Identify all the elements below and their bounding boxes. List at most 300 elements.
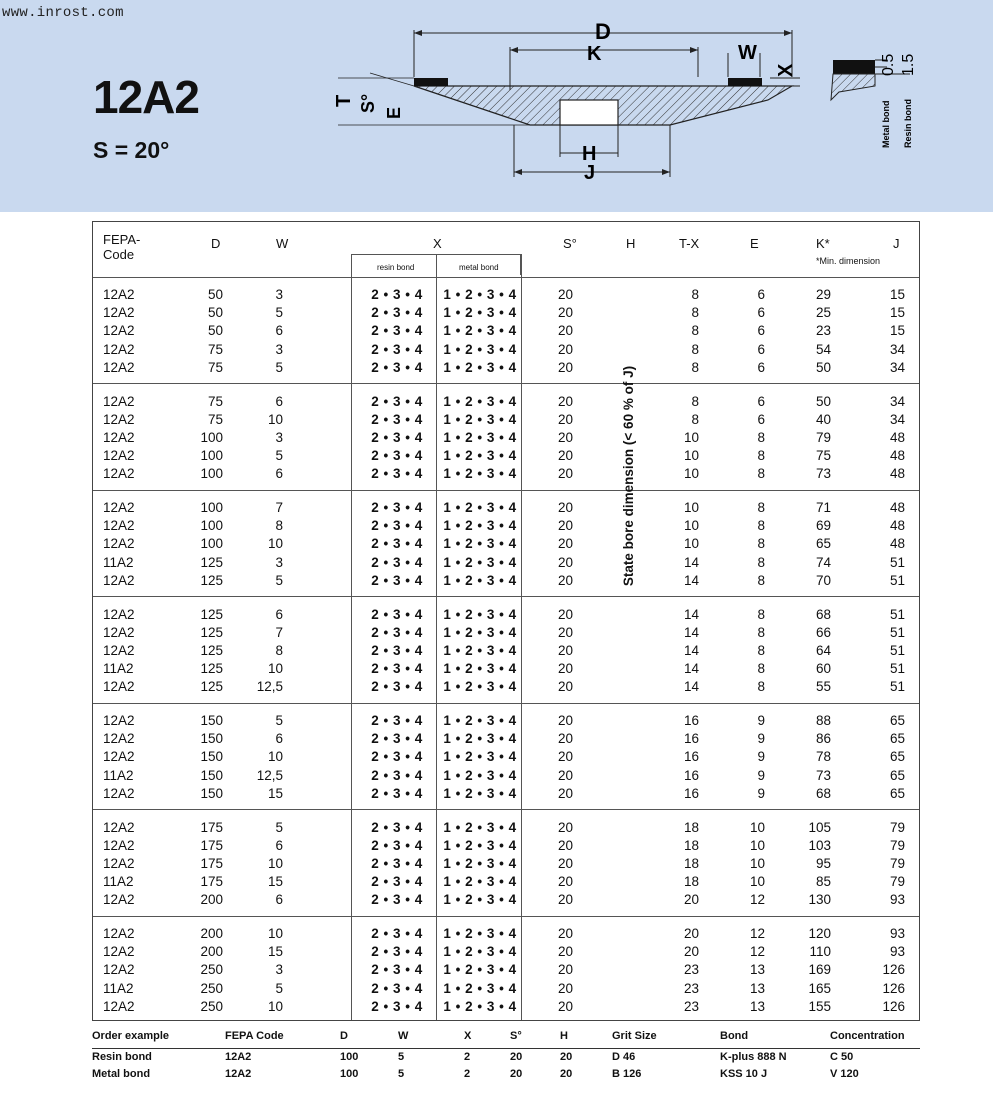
cell-x-resin: 2 • 3 • 4 — [371, 731, 423, 747]
cell-code: 12A2 — [103, 323, 135, 339]
cell-w: 10 — [267, 661, 283, 677]
cell-k: 69 — [815, 518, 831, 534]
cell-x-resin: 2 • 3 • 4 — [371, 642, 423, 658]
order-cell: 2 — [464, 1068, 471, 1080]
cell-w: 10 — [267, 411, 283, 427]
cell-w: 6 — [275, 892, 283, 908]
cell-tx: 8 — [691, 287, 699, 302]
cell-w: 6 — [275, 606, 283, 622]
cell-code: 12A2 — [103, 429, 135, 445]
cell-s: 20 — [557, 962, 573, 978]
order-cell: KSS 10 J — [720, 1068, 768, 1080]
cell-j: 93 — [889, 926, 905, 941]
cell-tx: 8 — [691, 341, 699, 357]
cell-e: 8 — [757, 661, 765, 677]
cell-d: 75 — [207, 341, 223, 357]
cell-x-metal: 1 • 2 • 3 • 4 — [443, 606, 517, 622]
cell-k: 55 — [815, 679, 831, 695]
cell-j: 79 — [889, 837, 905, 853]
cell-d: 200 — [200, 926, 223, 941]
cell-s: 20 — [557, 572, 573, 588]
cell-x-resin: 2 • 3 • 4 — [371, 429, 423, 445]
cell-j: 15 — [889, 323, 905, 339]
cell-x-metal: 1 • 2 • 3 • 4 — [443, 749, 517, 765]
cell-code: 12A2 — [103, 642, 135, 658]
cell-d: 250 — [200, 962, 223, 978]
cell-x-resin: 2 • 3 • 4 — [371, 323, 423, 339]
cell-tx: 14 — [683, 642, 699, 658]
cell-e: 9 — [757, 767, 765, 783]
cell-s: 20 — [557, 679, 573, 695]
cell-tx: 16 — [683, 713, 699, 728]
cell-x-metal: 1 • 2 • 3 • 4 — [443, 998, 517, 1014]
cell-d: 75 — [207, 411, 223, 427]
cell-s: 20 — [557, 624, 573, 640]
cell-j: 79 — [889, 874, 905, 890]
cell-tx: 16 — [683, 731, 699, 747]
cell-tx: 8 — [691, 411, 699, 427]
cell-j: 48 — [889, 429, 905, 445]
cell-j: 51 — [889, 572, 905, 588]
cell-e: 13 — [749, 998, 765, 1014]
order-header-cell: FEPA Code — [225, 1030, 284, 1042]
cell-code: 12A2 — [103, 341, 135, 357]
cell-x-metal: 1 • 2 • 3 • 4 — [443, 679, 517, 695]
cell-code: 12A2 — [103, 713, 135, 728]
product-title: 12A2 — [93, 71, 199, 123]
cell-e: 9 — [757, 713, 765, 728]
label-bond-thin: 0.5 — [880, 53, 897, 76]
cell-w: 7 — [275, 624, 283, 640]
cell-x-metal: 1 • 2 • 3 • 4 — [443, 819, 517, 835]
cell-code: 12A2 — [103, 518, 135, 534]
cell-code: 12A2 — [103, 855, 135, 871]
cell-x-metal: 1 • 2 • 3 • 4 — [443, 411, 517, 427]
cell-j: 79 — [889, 855, 905, 871]
cell-x-metal: 1 • 2 • 3 • 4 — [443, 713, 517, 728]
cell-j: 126 — [882, 998, 905, 1014]
cell-j: 93 — [889, 944, 905, 960]
order-cell: 100 — [340, 1068, 359, 1080]
cell-w: 5 — [275, 359, 283, 375]
cell-j: 126 — [882, 980, 905, 996]
cell-d: 175 — [200, 874, 223, 890]
cell-e: 10 — [749, 874, 765, 890]
cell-code: 11A2 — [103, 874, 134, 890]
cell-code: 12A2 — [103, 624, 135, 640]
cell-d: 250 — [200, 998, 223, 1014]
cell-tx: 8 — [691, 359, 699, 375]
hdr-x-metal: metal bond — [459, 263, 499, 272]
cell-e: 8 — [757, 624, 765, 640]
cell-tx: 18 — [683, 855, 699, 871]
cell-x-metal: 1 • 2 • 3 • 4 — [443, 892, 517, 908]
cell-tx: 16 — [683, 749, 699, 765]
hdr-x: X — [433, 236, 442, 251]
cell-e: 8 — [757, 466, 765, 482]
cell-x-metal: 1 • 2 • 3 • 4 — [443, 341, 517, 357]
cell-x-metal: 1 • 2 • 3 • 4 — [443, 785, 517, 801]
cell-e: 10 — [749, 855, 765, 871]
cell-k: 68 — [815, 606, 831, 622]
cell-j: 93 — [889, 892, 905, 908]
hdr-s: S° — [563, 236, 577, 251]
cell-x-resin: 2 • 3 • 4 — [371, 341, 423, 357]
cell-d: 150 — [200, 731, 223, 747]
cell-x-resin: 2 • 3 • 4 — [371, 874, 423, 890]
order-cell: 20 — [560, 1068, 573, 1080]
hdr-k: K* — [816, 236, 830, 251]
cell-x-metal: 1 • 2 • 3 • 4 — [443, 287, 517, 302]
cell-e: 8 — [757, 536, 765, 552]
cell-x-metal: 1 • 2 • 3 • 4 — [443, 926, 517, 941]
order-header-cell: S° — [510, 1030, 522, 1042]
cell-x-metal: 1 • 2 • 3 • 4 — [443, 962, 517, 978]
cell-k: 103 — [808, 837, 831, 853]
cell-s: 20 — [557, 518, 573, 534]
cell-w: 10 — [267, 855, 283, 871]
cell-x-resin: 2 • 3 • 4 — [371, 411, 423, 427]
cell-j: 48 — [889, 466, 905, 482]
cell-tx: 10 — [683, 466, 699, 482]
cell-k: 29 — [815, 287, 831, 302]
order-header-cell: Bond — [720, 1030, 749, 1042]
cell-k: 85 — [815, 874, 831, 890]
cell-w: 5 — [275, 572, 283, 588]
cell-e: 12 — [749, 926, 765, 941]
cell-d: 100 — [200, 466, 223, 482]
cell-s: 20 — [557, 749, 573, 765]
cell-j: 65 — [889, 749, 905, 765]
cell-x-metal: 1 • 2 • 3 • 4 — [443, 500, 517, 515]
cell-w: 6 — [275, 837, 283, 853]
hdr-d: D — [211, 236, 221, 251]
order-cell: 20 — [560, 1051, 573, 1063]
cell-x-metal: 1 • 2 • 3 • 4 — [443, 466, 517, 482]
cell-j: 34 — [889, 359, 905, 375]
cell-code: 12A2 — [103, 305, 135, 321]
cell-d: 200 — [200, 892, 223, 908]
cell-k: 73 — [815, 466, 831, 482]
cell-w: 3 — [275, 962, 283, 978]
hdr-j: J — [893, 236, 900, 251]
cell-w: 8 — [275, 518, 283, 534]
cell-tx: 14 — [683, 554, 699, 570]
cell-j: 51 — [889, 606, 905, 622]
label-h: H — [582, 143, 597, 165]
cell-e: 8 — [757, 606, 765, 622]
cell-code: 11A2 — [103, 980, 134, 996]
cell-j: 51 — [889, 679, 905, 695]
cell-tx: 18 — [683, 874, 699, 890]
cell-code: 12A2 — [103, 926, 135, 941]
cell-x-metal: 1 • 2 • 3 • 4 — [443, 393, 517, 409]
cell-w: 5 — [275, 305, 283, 321]
cell-e: 9 — [757, 731, 765, 747]
cell-x-metal: 1 • 2 • 3 • 4 — [443, 518, 517, 534]
cell-s: 20 — [557, 892, 573, 908]
cell-x-resin: 2 • 3 • 4 — [371, 518, 423, 534]
cell-w: 10 — [267, 998, 283, 1014]
order-cell: V 120 — [830, 1068, 859, 1080]
cell-s: 20 — [557, 661, 573, 677]
label-j: J — [584, 162, 596, 184]
cell-k: 64 — [815, 642, 831, 658]
label-s: S° — [358, 93, 378, 113]
cell-w: 7 — [275, 500, 283, 515]
cell-d: 175 — [200, 819, 223, 835]
cell-k: 70 — [815, 572, 831, 588]
cell-tx: 8 — [691, 393, 699, 409]
cell-d: 125 — [200, 572, 223, 588]
cell-code: 12A2 — [103, 606, 135, 622]
cell-w: 5 — [275, 448, 283, 464]
cell-tx: 18 — [683, 837, 699, 853]
cell-x-metal: 1 • 2 • 3 • 4 — [443, 359, 517, 375]
cell-code: 12A2 — [103, 466, 135, 482]
cell-j: 65 — [889, 767, 905, 783]
cell-code: 12A2 — [103, 359, 135, 375]
cell-e: 12 — [749, 892, 765, 908]
label-k: K — [587, 43, 602, 65]
order-cell: K-plus 888 N — [720, 1051, 787, 1063]
cell-code: 12A2 — [103, 287, 135, 302]
cell-w: 12,5 — [256, 679, 283, 695]
cell-k: 60 — [815, 661, 831, 677]
cell-code: 11A2 — [103, 767, 134, 783]
cell-code: 12A2 — [103, 500, 135, 515]
order-cell: D 46 — [612, 1051, 636, 1063]
cell-s: 20 — [557, 500, 573, 515]
cell-j: 79 — [889, 819, 905, 835]
cell-x-resin: 2 • 3 • 4 — [371, 749, 423, 765]
cell-code: 12A2 — [103, 411, 135, 427]
cell-k: 95 — [815, 855, 831, 871]
cell-s: 20 — [557, 359, 573, 375]
cell-e: 13 — [749, 962, 765, 978]
cell-x-resin: 2 • 3 • 4 — [371, 448, 423, 464]
cell-w: 3 — [275, 287, 283, 302]
cell-tx: 14 — [683, 624, 699, 640]
order-header-cell: X — [464, 1030, 472, 1042]
cell-s: 20 — [557, 341, 573, 357]
cell-x-metal: 1 • 2 • 3 • 4 — [443, 837, 517, 853]
cell-d: 100 — [200, 500, 223, 515]
cell-k: 130 — [808, 892, 831, 908]
order-header-cell: Order example — [92, 1030, 170, 1042]
cell-k: 23 — [815, 323, 831, 339]
cell-d: 200 — [200, 944, 223, 960]
cell-e: 8 — [757, 500, 765, 515]
cell-e: 8 — [757, 642, 765, 658]
cell-s: 20 — [557, 466, 573, 482]
header-banner — [0, 0, 993, 212]
cell-s: 20 — [557, 448, 573, 464]
cell-s: 20 — [557, 287, 573, 302]
cell-j: 51 — [889, 554, 905, 570]
cell-x-metal: 1 • 2 • 3 • 4 — [443, 305, 517, 321]
cell-s: 20 — [557, 785, 573, 801]
label-x: X — [775, 63, 797, 77]
cell-e: 6 — [757, 359, 765, 375]
cell-x-metal: 1 • 2 • 3 • 4 — [443, 323, 517, 339]
cell-tx: 8 — [691, 323, 699, 339]
cell-j: 65 — [889, 731, 905, 747]
cell-tx: 23 — [683, 980, 699, 996]
cell-x-resin: 2 • 3 • 4 — [371, 624, 423, 640]
cell-d: 50 — [207, 323, 223, 339]
cell-code: 12A2 — [103, 393, 135, 409]
cell-k: 88 — [815, 713, 831, 728]
cell-code: 11A2 — [103, 661, 134, 677]
cell-k: 165 — [808, 980, 831, 996]
cell-d: 100 — [200, 448, 223, 464]
cell-k: 40 — [815, 411, 831, 427]
cell-s: 20 — [557, 874, 573, 890]
label-bond-thick: 1.5 — [900, 53, 917, 76]
cell-s: 20 — [557, 323, 573, 339]
cell-e: 13 — [749, 980, 765, 996]
cell-x-resin: 2 • 3 • 4 — [371, 359, 423, 375]
order-row — [92, 1068, 920, 1085]
cell-e: 10 — [749, 837, 765, 853]
order-cell: Metal bond — [92, 1068, 151, 1080]
cell-s: 20 — [557, 980, 573, 996]
cell-w: 3 — [275, 429, 283, 445]
cell-d: 125 — [200, 624, 223, 640]
label-d: D — [595, 19, 611, 44]
cell-w: 5 — [275, 713, 283, 728]
cell-tx: 23 — [683, 962, 699, 978]
cell-e: 8 — [757, 679, 765, 695]
h-column-note: State bore dimension (< 60 % of J) — [621, 365, 636, 587]
cell-x-resin: 2 • 3 • 4 — [371, 287, 423, 302]
cell-code: 12A2 — [103, 998, 135, 1014]
cell-code: 12A2 — [103, 785, 135, 801]
cell-x-resin: 2 • 3 • 4 — [371, 767, 423, 783]
cell-d: 125 — [200, 554, 223, 570]
cell-d: 175 — [200, 855, 223, 871]
cell-x-resin: 2 • 3 • 4 — [371, 819, 423, 835]
cell-w: 15 — [267, 785, 283, 801]
order-cell: 2 — [464, 1051, 471, 1063]
product-subtitle: S = 20° — [93, 137, 170, 163]
cell-code: 12A2 — [103, 819, 135, 835]
cell-j: 15 — [889, 287, 905, 302]
cell-s: 20 — [557, 411, 573, 427]
cell-e: 8 — [757, 448, 765, 464]
cell-x-resin: 2 • 3 • 4 — [371, 661, 423, 677]
cell-x-metal: 1 • 2 • 3 • 4 — [443, 944, 517, 960]
cell-j: 65 — [889, 785, 905, 801]
cell-tx: 20 — [683, 944, 699, 960]
cell-k: 169 — [808, 962, 831, 978]
cell-s: 20 — [557, 642, 573, 658]
cell-s: 20 — [557, 767, 573, 783]
cell-j: 51 — [889, 661, 905, 677]
cell-e: 10 — [749, 819, 765, 835]
cell-x-resin: 2 • 3 • 4 — [371, 892, 423, 908]
cell-e: 6 — [757, 287, 765, 302]
cell-d: 100 — [200, 518, 223, 534]
cell-d: 175 — [200, 837, 223, 853]
cell-k: 65 — [815, 536, 831, 552]
cell-tx: 14 — [683, 572, 699, 588]
cell-x-resin: 2 • 3 • 4 — [371, 606, 423, 622]
cell-tx: 16 — [683, 767, 699, 783]
cell-tx: 18 — [683, 819, 699, 835]
cell-j: 51 — [889, 624, 905, 640]
cell-tx: 10 — [683, 518, 699, 534]
order-header-cell: D — [340, 1030, 348, 1042]
cell-s: 20 — [557, 926, 573, 941]
site-url: www.inrost.com — [2, 5, 124, 21]
cell-x-metal: 1 • 2 • 3 • 4 — [443, 429, 517, 445]
cell-d: 250 — [200, 980, 223, 996]
cell-k: 79 — [815, 429, 831, 445]
hdr-h: H — [626, 236, 636, 251]
cell-k: 71 — [815, 500, 831, 515]
cell-d: 125 — [200, 606, 223, 622]
cell-k: 78 — [815, 749, 831, 765]
order-cell: 100 — [340, 1051, 359, 1063]
cell-x-resin: 2 • 3 • 4 — [371, 554, 423, 570]
cell-s: 20 — [557, 855, 573, 871]
label-w: W — [738, 42, 757, 64]
order-header-cell: Grit Size — [612, 1030, 657, 1042]
cell-k: 75 — [815, 448, 831, 464]
hdr-code: FEPA- Code — [103, 232, 141, 262]
cell-e: 12 — [749, 944, 765, 960]
order-cell: 20 — [510, 1068, 523, 1080]
cell-e: 8 — [757, 554, 765, 570]
cell-code: 12A2 — [103, 572, 135, 588]
cell-k: 86 — [815, 731, 831, 747]
cell-w: 6 — [275, 466, 283, 482]
cell-k: 110 — [809, 944, 831, 960]
cell-d: 50 — [207, 305, 223, 321]
cell-w: 8 — [275, 642, 283, 658]
cell-k: 25 — [815, 305, 831, 321]
cell-j: 34 — [889, 341, 905, 357]
cell-x-resin: 2 • 3 • 4 — [371, 855, 423, 871]
cell-x-resin: 2 • 3 • 4 — [371, 785, 423, 801]
cell-j: 48 — [889, 518, 905, 534]
cell-x-resin: 2 • 3 • 4 — [371, 998, 423, 1014]
cell-d: 125 — [200, 661, 223, 677]
cell-d: 125 — [200, 679, 223, 695]
cell-tx: 16 — [683, 785, 699, 801]
cell-s: 20 — [557, 998, 573, 1014]
cell-e: 6 — [757, 411, 765, 427]
cell-code: 12A2 — [103, 944, 135, 960]
cell-w: 10 — [267, 926, 283, 941]
cell-s: 20 — [557, 837, 573, 853]
cell-k: 120 — [808, 926, 831, 941]
cell-k: 68 — [815, 785, 831, 801]
cell-e: 8 — [757, 518, 765, 534]
hdr-k-note: *Min. dimension — [816, 256, 881, 266]
label-t: T — [333, 94, 355, 107]
cell-code: 11A2 — [103, 554, 134, 570]
cell-w: 3 — [275, 554, 283, 570]
cell-j: 48 — [889, 448, 905, 464]
cell-x-resin: 2 • 3 • 4 — [371, 962, 423, 978]
cell-x-resin: 2 • 3 • 4 — [371, 679, 423, 695]
cell-x-metal: 1 • 2 • 3 • 4 — [443, 874, 517, 890]
cell-w: 5 — [275, 819, 283, 835]
cell-tx: 8 — [691, 305, 699, 321]
